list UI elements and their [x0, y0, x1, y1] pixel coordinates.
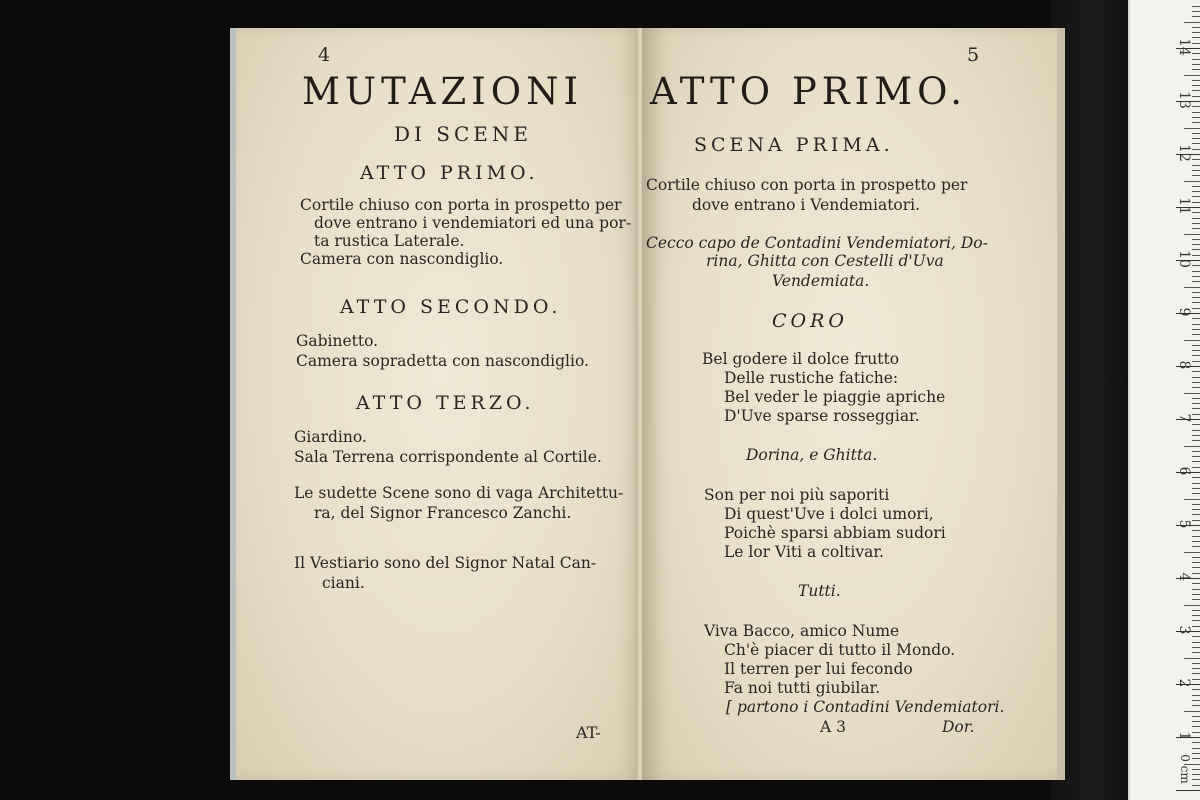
ruler-tick	[1192, 620, 1200, 621]
ruler-tick	[1192, 276, 1200, 277]
ruler-tick	[1192, 679, 1200, 680]
ruler-tick	[1192, 324, 1200, 325]
ruler-tick	[1192, 382, 1200, 383]
ruler-tick	[1192, 636, 1200, 637]
ruler-tick	[1192, 271, 1200, 272]
ruler-tick	[1192, 80, 1200, 81]
ruler-tick	[1192, 663, 1200, 664]
ruler-tick	[1192, 408, 1200, 409]
ruler-tick	[1192, 509, 1200, 510]
ruler-tick	[1192, 281, 1200, 282]
ruler-tick	[1184, 181, 1200, 182]
ruler-tick	[1192, 27, 1200, 28]
ruler-number: 13	[1176, 91, 1192, 109]
measurement-ruler	[1128, 0, 1200, 800]
speaker-label: Tutti.	[798, 582, 841, 600]
act1-line: ta rustica Laterale.	[314, 232, 465, 250]
ruler-tick	[1192, 557, 1200, 558]
ruler-tick	[1192, 117, 1200, 118]
right-catchword: Dor.	[942, 718, 975, 736]
ruler-tick	[1192, 143, 1200, 144]
ruler-tick	[1192, 6, 1200, 7]
right-page	[642, 28, 1065, 780]
ruler-tick	[1192, 573, 1200, 574]
ruler-tick	[1192, 440, 1200, 441]
ruler-tick	[1192, 493, 1200, 494]
ruler-tick	[1192, 355, 1200, 356]
ruler-tick	[1192, 228, 1200, 229]
ruler-tick	[1192, 652, 1200, 653]
act3-line: Sala Terrena corrispondente al Cortile.	[294, 448, 602, 466]
ruler-tick	[1192, 403, 1200, 404]
ruler-tick	[1192, 149, 1200, 150]
ruler-tick	[1192, 589, 1200, 590]
ruler-number: 1	[1176, 731, 1192, 741]
verse-line: Di quest'Uve i dolci umori,	[724, 505, 934, 523]
ruler-tick	[1192, 774, 1200, 775]
ruler-tick	[1192, 371, 1200, 372]
verse-line: Poichè sparsi abbiam sudori	[724, 524, 946, 542]
chorus-line: Bel godere il dolce frutto	[702, 350, 900, 368]
ruler-tick	[1192, 530, 1200, 531]
ruler-number: 14	[1176, 38, 1192, 56]
ruler-tick	[1192, 265, 1200, 266]
ruler-tick	[1192, 202, 1200, 203]
ruler-tick	[1184, 711, 1200, 712]
ruler-tick	[1184, 128, 1200, 129]
ruler-tick	[1192, 668, 1200, 669]
ruler-tick	[1192, 212, 1200, 213]
verse-line: Ch'è piacer di tutto il Mondo.	[724, 641, 956, 659]
chorus-line: D'Uve sparse rosseggiar.	[724, 407, 920, 425]
ruler-tick	[1192, 37, 1200, 38]
left-page-title: MUTAZIONI	[302, 70, 584, 113]
ruler-tick	[1192, 302, 1200, 303]
ruler-tick	[1184, 75, 1200, 76]
ruler-tick	[1184, 658, 1200, 659]
ruler-tick	[1192, 297, 1200, 298]
ruler-tick	[1192, 106, 1200, 107]
left-page-number: 4	[318, 44, 331, 66]
ruler-number: 3	[1176, 625, 1192, 635]
ruler-tick	[1192, 90, 1200, 91]
ruler-tick	[1192, 716, 1200, 717]
ruler-tick	[1192, 435, 1200, 436]
ruler-tick	[1192, 705, 1200, 706]
ruler-tick	[1192, 398, 1200, 399]
characters-line: Cecco capo de Contadini Vendemiatori, Do-	[646, 234, 988, 252]
ruler-tick	[1192, 594, 1200, 595]
ruler-tick	[1192, 32, 1200, 33]
ruler-tick	[1192, 133, 1200, 134]
ruler-number: 10	[1176, 250, 1192, 268]
ruler-tick	[1192, 488, 1200, 489]
ruler-tick	[1192, 165, 1200, 166]
ruler-tick	[1176, 790, 1200, 791]
ruler-tick	[1192, 769, 1200, 770]
ruler-tick	[1192, 11, 1200, 12]
ruler-tick	[1192, 647, 1200, 648]
characters-line: rina, Ghitta con Cestelli d'Uva	[706, 252, 944, 270]
ruler-tick	[1192, 191, 1200, 192]
ruler-tick	[1192, 350, 1200, 351]
ruler-tick	[1192, 689, 1200, 690]
ruler-tick	[1192, 758, 1200, 759]
ruler-tick	[1192, 186, 1200, 187]
ruler-tick	[1192, 673, 1200, 674]
verse-line: Viva Bacco, amico Nume	[704, 622, 900, 640]
chorus-line: Bel veder le piaggie apriche	[724, 388, 946, 406]
ruler-tick	[1192, 361, 1200, 362]
ruler-number: 11	[1176, 197, 1192, 215]
ruler-tick	[1192, 334, 1200, 335]
right-page-title: ATTO PRIMO.	[650, 70, 968, 113]
ruler-number: 12	[1176, 144, 1192, 162]
signature-mark: A 3	[820, 718, 846, 736]
chorus-heading: CORO	[772, 310, 848, 332]
ruler-tick	[1192, 726, 1200, 727]
setting-line: dove entrano i Vendemiatori.	[692, 196, 921, 214]
ruler-tick	[1192, 467, 1200, 468]
ruler-tick	[1192, 377, 1200, 378]
ruler-tick	[1192, 732, 1200, 733]
ruler-number: 6	[1176, 466, 1192, 476]
verse-line: Il terren per lui fecondo	[724, 660, 913, 678]
ruler-tick	[1192, 249, 1200, 250]
open-book	[230, 28, 1060, 780]
characters-line: Vendemiata.	[772, 272, 870, 290]
verse-line: Fa noi tutti giubilar.	[724, 679, 881, 697]
ruler-tick	[1192, 175, 1200, 176]
ruler-tick	[1192, 721, 1200, 722]
ruler-unit-label: 0 cm	[1177, 754, 1192, 784]
act2-line: Gabinetto.	[296, 332, 379, 350]
ruler-tick	[1192, 69, 1200, 70]
ruler-tick	[1192, 541, 1200, 542]
ruler-tick	[1192, 59, 1200, 60]
ruler-tick	[1192, 536, 1200, 537]
ruler-tick	[1184, 234, 1200, 235]
ruler-tick	[1192, 170, 1200, 171]
ruler-tick	[1192, 599, 1200, 600]
ruler-tick	[1184, 499, 1200, 500]
ruler-tick	[1192, 85, 1200, 86]
ruler-tick	[1192, 461, 1200, 462]
note-line: Le sudette Scene sono di vaga Architettu-	[294, 484, 624, 502]
ruler-tick	[1192, 504, 1200, 505]
ruler-tick	[1184, 605, 1200, 606]
verse-line: Le lor Viti a coltivar.	[724, 543, 884, 561]
left-page	[230, 28, 646, 780]
act2-line: Camera sopradetta con nascondiglio.	[296, 352, 589, 370]
setting-line: Cortile chiuso con porta in prospetto per	[646, 176, 968, 194]
ruler-tick	[1192, 414, 1200, 415]
ruler-tick	[1192, 642, 1200, 643]
ruler-tick	[1192, 96, 1200, 97]
ruler-tick	[1192, 742, 1200, 743]
ruler-tick	[1184, 340, 1200, 341]
ruler-tick	[1192, 196, 1200, 197]
ruler-tick	[1192, 567, 1200, 568]
ruler-tick	[1192, 16, 1200, 17]
ruler-tick	[1192, 345, 1200, 346]
ruler-tick	[1192, 477, 1200, 478]
act1-line: Camera con nascondiglio.	[300, 250, 504, 268]
ruler-tick	[1192, 785, 1200, 786]
chorus-line: Delle rustiche fatiche:	[724, 369, 899, 387]
ruler-tick	[1192, 255, 1200, 256]
ruler-tick	[1192, 451, 1200, 452]
ruler-tick	[1184, 393, 1200, 394]
ruler-tick	[1192, 430, 1200, 431]
ruler-tick	[1192, 218, 1200, 219]
ruler-tick	[1192, 779, 1200, 780]
ruler-number: 5	[1176, 519, 1192, 529]
ruler-tick	[1192, 223, 1200, 224]
act3-line: Giardino.	[294, 428, 367, 446]
right-page-number: 5	[967, 44, 980, 66]
act3-heading: ATTO TERZO.	[356, 392, 535, 414]
ruler-tick	[1192, 615, 1200, 616]
ruler-tick	[1192, 329, 1200, 330]
ruler-tick	[1192, 700, 1200, 701]
stage-direction: [ partono i Contadini Vendemiatori.	[726, 698, 1005, 716]
ruler-tick	[1192, 546, 1200, 547]
ruler-tick	[1192, 138, 1200, 139]
ruler-tick	[1192, 122, 1200, 123]
act1-heading: ATTO PRIMO.	[360, 162, 539, 184]
ruler-tick	[1184, 446, 1200, 447]
ruler-tick	[1192, 308, 1200, 309]
ruler-number: 7	[1176, 413, 1192, 423]
ruler-number: 9	[1176, 307, 1192, 317]
ruler-tick	[1192, 610, 1200, 611]
note-line: ra, del Signor Francesco Zanchi.	[314, 504, 572, 522]
ruler-tick	[1192, 239, 1200, 240]
ruler-tick	[1192, 456, 1200, 457]
verse-line: Son per noi più saporiti	[704, 486, 890, 504]
ruler-tick	[1192, 318, 1200, 319]
ruler-tick	[1192, 514, 1200, 515]
ruler-tick	[1192, 159, 1200, 160]
ruler-tick	[1192, 753, 1200, 754]
ruler-tick	[1184, 552, 1200, 553]
speaker-label: Dorina, e Ghitta.	[746, 446, 878, 464]
ruler-tick	[1192, 112, 1200, 113]
ruler-tick	[1192, 53, 1200, 54]
costume-line: ciani.	[322, 574, 365, 592]
ruler-tick	[1192, 64, 1200, 65]
ruler-number: 4	[1176, 572, 1192, 582]
left-subtitle: DI SCENE	[394, 122, 532, 146]
costume-line: Il Vestiario sono del Signor Natal Can-	[294, 554, 597, 572]
act2-heading: ATTO SECONDO.	[340, 296, 562, 318]
ruler-tick	[1192, 424, 1200, 425]
ruler-tick	[1192, 520, 1200, 521]
ruler-number: 8	[1176, 360, 1192, 370]
ruler-tick	[1184, 22, 1200, 23]
act1-line: dove entrano i vendemiatori ed una por-	[314, 214, 632, 232]
ruler-tick	[1184, 287, 1200, 288]
scene-heading: SCENA PRIMA.	[694, 134, 894, 156]
ruler-tick	[1192, 583, 1200, 584]
ruler-number: 2	[1176, 678, 1192, 688]
ruler-tick	[1192, 387, 1200, 388]
ruler-tick	[1192, 626, 1200, 627]
ruler-tick	[1192, 695, 1200, 696]
act1-line: Cortile chiuso con porta in prospetto per	[300, 196, 622, 214]
ruler-tick	[1192, 292, 1200, 293]
ruler-tick	[1192, 483, 1200, 484]
ruler-tick	[1192, 748, 1200, 749]
ruler-tick	[1192, 43, 1200, 44]
ruler-tick	[1192, 562, 1200, 563]
ruler-tick	[1192, 244, 1200, 245]
left-catchword: AT-	[576, 723, 601, 742]
